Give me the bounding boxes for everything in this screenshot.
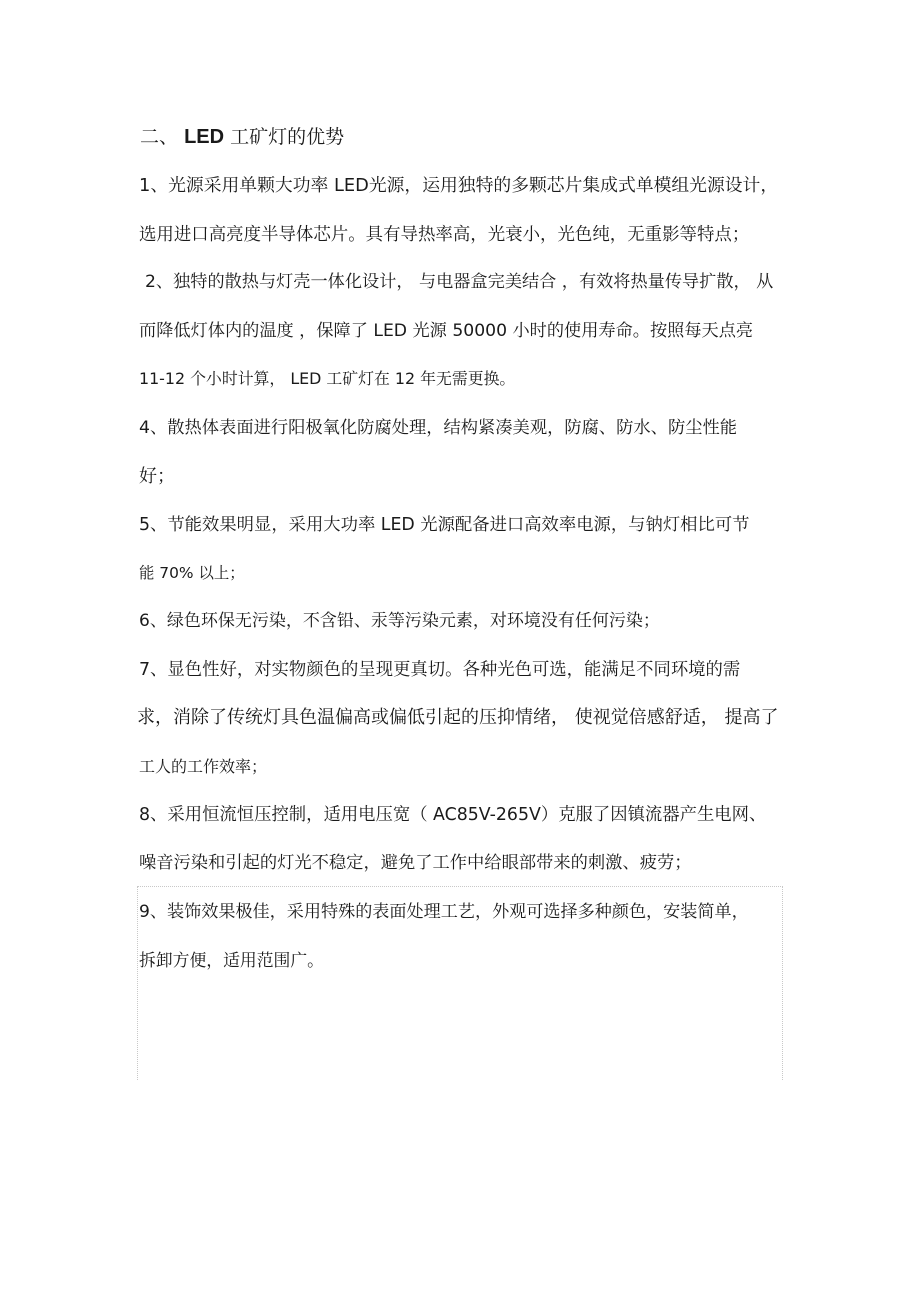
body-line: 能 70% 以上； <box>139 564 245 582</box>
body-line: 求，消除了传统灯具色温偏高或偏低引起的压抑情绪， 使视觉倍感舒适， 提高了 <box>137 707 779 728</box>
heading-highlight: LED <box>184 126 225 148</box>
body-line: 9、装饰效果极佳，采用特殊的表面处理工艺，外观可选择多种颜色，安装简单， <box>139 902 749 922</box>
heading-prefix: 二、 <box>140 126 179 148</box>
body-line: 1、光源采用单颗大功率 LED光源，运用独特的多颗芯片集成式单模组光源设计， <box>139 175 779 196</box>
body-line: 而降低灯体内的温度 ，保障了 LED 光源 50000 小时的使用寿命。按照每天点亮 <box>139 321 754 341</box>
body-line: 11-12 个小时计算， LED 工矿灯在 12 年无需更换。 <box>139 369 516 388</box>
heading-suffix: 工矿灯的优势 <box>230 126 345 148</box>
body-line: 7、显色性好，对实物颜色的呈现更真切。各种光色可选，能满足不同环境的需 <box>139 660 741 680</box>
body-line: 5、节能效果明显，采用大功率 LED 光源配备进口高效率电源，与钠灯相比可节 <box>139 515 750 535</box>
body-line: 拆卸方便，适用范围广。 <box>139 950 324 970</box>
body-line: 噪音污染和引起的灯光不稳定，避免了工作中给眼部带来的刺激、疲劳； <box>139 853 692 873</box>
body-line: 2、独特的散热与灯壳一体化设计， 与电器盒完美结合 ，有效将热量传导扩散， 从 <box>145 272 774 292</box>
body-line: 工人的工作效率； <box>139 757 268 776</box>
body-line: 选用进口高亮度半导体芯片。具有导热率高，光衰小，光色纯，无重影等特点； <box>139 225 750 245</box>
body-line: 好； <box>139 466 175 487</box>
section-heading <box>140 125 344 149</box>
body-line: 4、散热体表面进行阳极氧化防腐处理，结构紧凑美观，防腐、防水、防尘性能 <box>139 418 738 438</box>
body-line: 6、绿色环保无污染，不含铅、汞等污染元素，对环境没有任何污染； <box>139 611 660 631</box>
body-line: 8、采用恒流恒压控制，适用电压宽（ AC85V-265V）克服了因镇流器产生电网、 <box>139 805 767 825</box>
